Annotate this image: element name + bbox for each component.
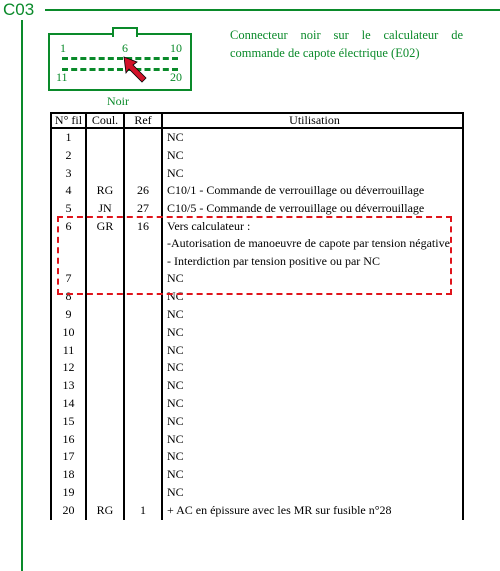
wire-number: 7 [50, 270, 85, 288]
wire-ref [123, 466, 161, 484]
wire-color [85, 359, 123, 377]
pin-row-bottom [62, 68, 178, 71]
wire-number: 19 [50, 484, 85, 502]
table-row [50, 306, 464, 324]
header-utilisation: Utilisation [161, 112, 464, 129]
connector-title [230, 26, 463, 62]
wire-number: 9 [50, 306, 85, 324]
wire-number: 4 [50, 182, 85, 200]
wire-ref [123, 270, 161, 288]
table-row [50, 502, 464, 520]
wire-color: RG [85, 182, 123, 200]
usage-cell [161, 288, 464, 306]
usage-line: NC [167, 342, 184, 357]
table-row [50, 182, 464, 200]
wire-ref [123, 359, 161, 377]
table-row [50, 431, 464, 449]
table-row [50, 413, 464, 431]
wire-ref [123, 431, 161, 449]
wire-color [85, 342, 123, 360]
wire-color [85, 147, 123, 165]
usage-line: NC [167, 378, 184, 393]
usage-cell [161, 270, 464, 288]
wire-color: GR [85, 218, 123, 271]
usage-line: NC [167, 449, 184, 464]
table-row [50, 484, 464, 502]
wire-color [85, 413, 123, 431]
usage-cell [161, 395, 464, 413]
usage-cell [161, 484, 464, 502]
pinout-table [50, 112, 464, 520]
wire-color [85, 431, 123, 449]
usage-line: NC [167, 130, 184, 144]
usage-line: NC [167, 307, 184, 322]
usage-line: + AC en épissure avec les MR sur fusible n°28 [167, 502, 392, 517]
wire-ref [123, 413, 161, 431]
wire-number: 14 [50, 395, 85, 413]
wire-ref [123, 165, 161, 183]
pin-row-top [62, 57, 178, 60]
table-row [50, 218, 464, 271]
table-row [50, 448, 464, 466]
table-row [50, 200, 464, 218]
arrow-pointer-icon [124, 57, 154, 87]
usage-cell [161, 218, 464, 271]
usage-cell [161, 306, 464, 324]
pin-label-6: 6 [122, 41, 128, 55]
usage-line: NC [167, 467, 184, 482]
wire-color [85, 324, 123, 342]
pin-label-1: 1 [60, 41, 66, 55]
wire-number: 16 [50, 431, 85, 449]
wire-number: 11 [50, 342, 85, 360]
wire-color [85, 395, 123, 413]
usage-line: NC [167, 147, 184, 162]
wire-color [85, 288, 123, 306]
table-row [50, 129, 464, 147]
pin-label-11: 11 [56, 70, 68, 84]
usage-line: - Interdiction par tension positive ou par NC [167, 253, 380, 268]
usage-line: NC [167, 485, 184, 500]
wire-ref [123, 448, 161, 466]
table-row [50, 359, 464, 377]
usage-line: NC [167, 165, 184, 180]
wire-ref: 16 [123, 218, 161, 271]
wire-color: JN [85, 200, 123, 218]
table-row [50, 395, 464, 413]
wire-ref [123, 395, 161, 413]
title-line-2: commande de capote électrique (E02) [230, 46, 420, 60]
usage-line: -Autorisation de manoeuvre de capote par tension négative [167, 236, 450, 251]
usage-cell [161, 200, 464, 218]
wire-color [85, 270, 123, 288]
wire-color [85, 306, 123, 324]
usage-cell [161, 413, 464, 431]
wire-number: 17 [50, 448, 85, 466]
usage-cell [161, 129, 464, 147]
connector-color-label: Noir [107, 94, 129, 108]
wire-number: 12 [50, 359, 85, 377]
wire-ref [123, 306, 161, 324]
wire-number: 8 [50, 288, 85, 306]
header-fil: N° fil [50, 112, 85, 129]
usage-line: Vers calculateur : [167, 218, 251, 233]
pin-label-10: 10 [170, 41, 182, 55]
usage-line: C10/1 - Commande de verrouillage ou déverrouillage [167, 183, 425, 198]
usage-cell [161, 359, 464, 377]
wire-number: 1 [50, 129, 85, 147]
wire-ref [123, 288, 161, 306]
usage-cell [161, 165, 464, 183]
usage-cell [161, 324, 464, 342]
table-row [50, 466, 464, 484]
wire-ref: 26 [123, 182, 161, 200]
usage-line: NC [167, 413, 184, 428]
wire-number: 18 [50, 466, 85, 484]
usage-line: NC [167, 396, 184, 411]
wire-number: 15 [50, 413, 85, 431]
usage-cell [161, 448, 464, 466]
wire-color: RG [85, 502, 123, 520]
wire-color [85, 377, 123, 395]
table-row [50, 324, 464, 342]
wire-ref [123, 484, 161, 502]
usage-cell [161, 147, 464, 165]
table-row [50, 165, 464, 183]
pin-label-20: 20 [170, 70, 182, 84]
header-coul: Coul. [85, 112, 123, 129]
usage-cell [161, 502, 464, 520]
table-row [50, 270, 464, 288]
section-code: C03 [0, 0, 45, 20]
usage-cell [161, 182, 464, 200]
wire-ref [123, 324, 161, 342]
wire-color [85, 466, 123, 484]
table-row [50, 147, 464, 165]
table-row [50, 288, 464, 306]
title-line-1: Connecteur noir sur le calculateur de [230, 28, 463, 42]
usage-cell [161, 342, 464, 360]
wire-number: 6 [50, 218, 85, 271]
usage-line: NC [167, 271, 184, 286]
wire-color [85, 448, 123, 466]
usage-cell [161, 466, 464, 484]
wire-number: 2 [50, 147, 85, 165]
usage-line: NC [167, 431, 184, 446]
table-header-row [50, 112, 464, 129]
wire-ref: 1 [123, 502, 161, 520]
usage-cell [161, 431, 464, 449]
usage-line: C10/5 - Commande de verrouillage ou déverrouillage [167, 201, 425, 216]
wire-number: 5 [50, 200, 85, 218]
wire-number: 3 [50, 165, 85, 183]
wire-color [85, 129, 123, 147]
wire-ref [123, 129, 161, 147]
wire-number: 13 [50, 377, 85, 395]
usage-line: NC [167, 324, 184, 339]
wire-ref: 27 [123, 200, 161, 218]
connector-diagram [48, 33, 192, 91]
header-ref: Ref [123, 112, 161, 129]
wire-color [85, 165, 123, 183]
wire-ref [123, 147, 161, 165]
usage-cell [161, 377, 464, 395]
wire-ref [123, 342, 161, 360]
wire-number: 20 [50, 502, 85, 520]
wire-number: 10 [50, 324, 85, 342]
table-row [50, 377, 464, 395]
connector-key-tab [112, 27, 138, 37]
wire-ref [123, 377, 161, 395]
table-row [50, 342, 464, 360]
usage-line: NC [167, 289, 184, 304]
usage-line: NC [167, 360, 184, 375]
wire-color [85, 484, 123, 502]
